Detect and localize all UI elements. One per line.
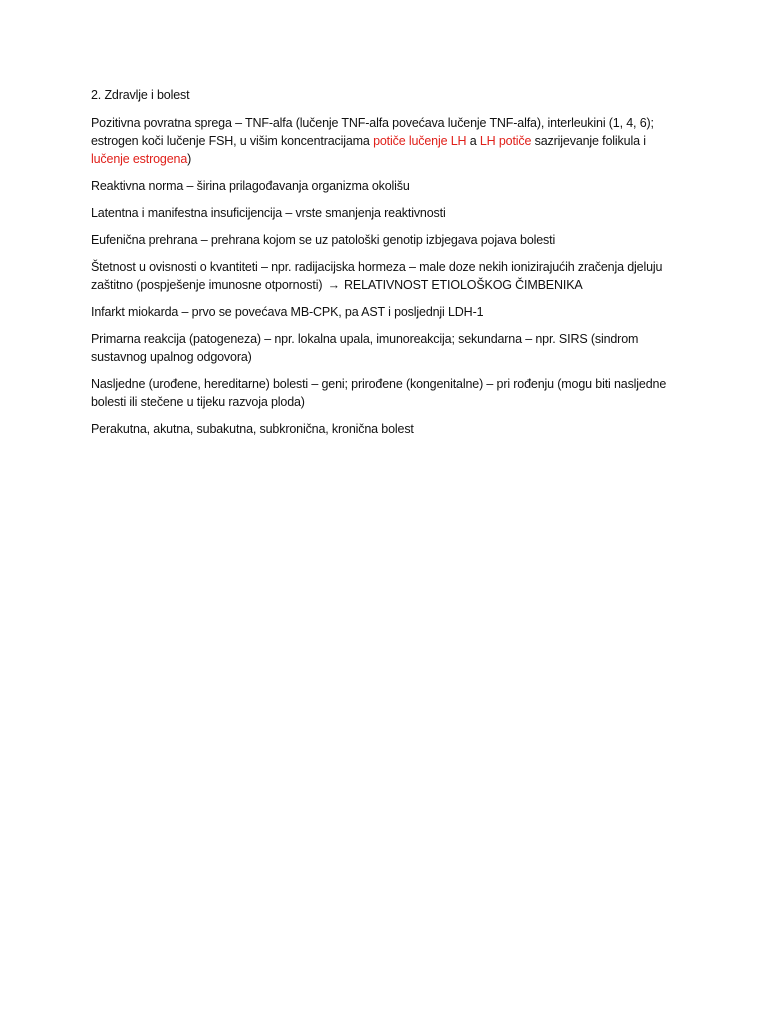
arrow-right-icon: → bbox=[327, 278, 341, 292]
paragraph-primary-reaction: Primarna reakcija (patogeneza) – npr. lokalna upala, imunoreakcija; sekundarna – npr. SIRS (sindrom sustavnog upalnog odgovora) bbox=[91, 332, 639, 364]
highlighted-text: LH potiče bbox=[479, 134, 532, 148]
highlighted-text: lučenje estrogena bbox=[91, 152, 188, 166]
paragraph-reactive-norm: Reaktivna norma – širina prilagođavanja organizma okolišu bbox=[91, 179, 410, 193]
paragraph-disease-course: Perakutna, akutna, subakutna, subkronična, kronična bolest bbox=[91, 422, 414, 436]
paragraph-positive-feedback bbox=[91, 114, 681, 168]
paragraph-harmfulness bbox=[91, 258, 681, 294]
highlighted-text: potiče lučenje LH bbox=[373, 134, 467, 148]
paragraph-eufenic-diet: Eufenična prehrana – prehrana kojom se uz patološki genotip izbjegava pojava bolesti bbox=[91, 233, 556, 247]
paragraph-text: a bbox=[466, 134, 480, 148]
paragraph-text-caps: RELATIVNOST ETIOLOŠKOG ČIMBENIKA bbox=[344, 278, 583, 292]
paragraph-hereditary: Nasljedne (urođene, hereditarne) bolesti – geni; prirođene (kongenitalne) – pri rođenju (mogu biti nasljedne bolesti ili stečene u tijeku razvoja ploda) bbox=[91, 377, 667, 409]
document-page bbox=[91, 86, 681, 447]
paragraph-text: sazrijevanje folikula i bbox=[531, 134, 646, 148]
paragraph-insufficiency: Latentna i manifestna insuficijencija – vrste smanjenja reaktivnosti bbox=[91, 206, 446, 220]
paragraph-text: ) bbox=[187, 152, 192, 166]
paragraph-text: Pozitivna povratna sprega – TNF-alfa (lučenje TNF-alfa povećava lučenje TNF-alfa), interleukini (1, 4, 6); estrogen koči lučenje FSH, u višim koncentracijama bbox=[91, 116, 654, 148]
paragraph-infarction: Infarkt miokarda – prvo se povećava MB-CPK, pa AST i posljednji LDH-1 bbox=[91, 305, 484, 319]
section-heading: 2. Zdravlje i bolest bbox=[91, 88, 190, 102]
paragraph-text: Štetnost u ovisnosti o kvantiteti – npr. radijacijska hormeza – male doze nekih ionizirajućih zračenja djeluju zaštitno (pospješenje imunosne otpornosti) bbox=[91, 260, 663, 292]
